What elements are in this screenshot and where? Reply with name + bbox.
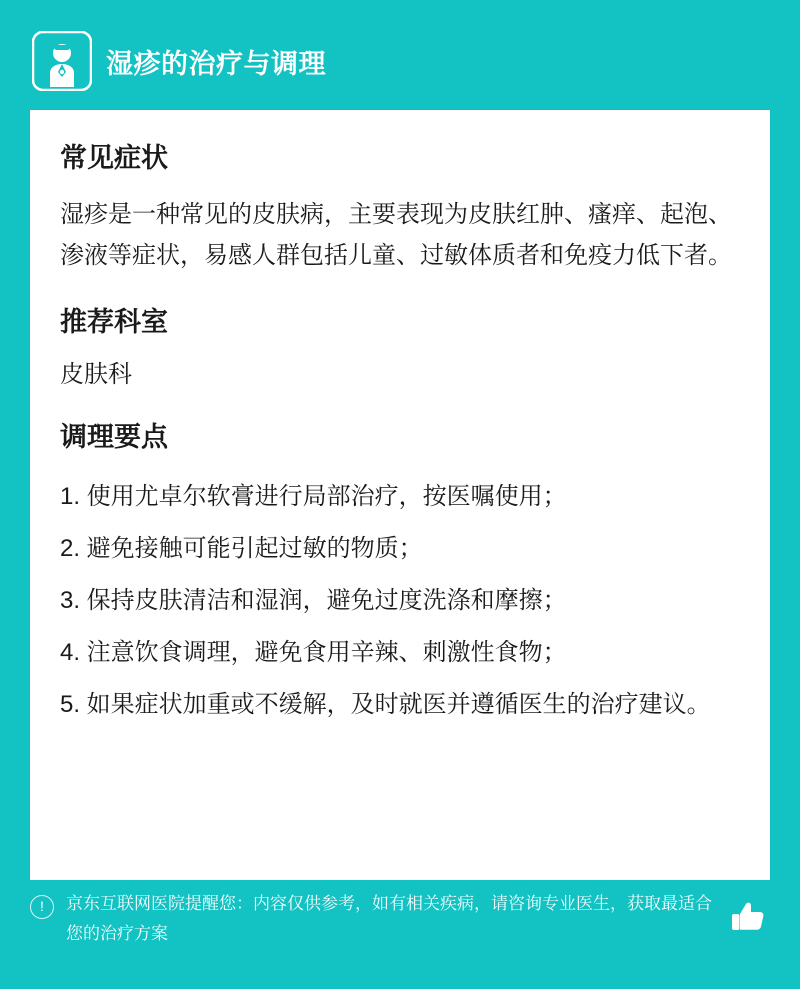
department-text: 皮肤科 — [60, 360, 132, 388]
care-heading: 调理要点 — [60, 421, 168, 452]
symptoms-heading: 常见症状 — [60, 143, 168, 173]
list-item: 5. 如果症状加重或不缓解，及时就医并遵循医生的治疗建议。 — [60, 691, 711, 719]
list-item: 1. 使用尤卓尔软膏进行局部治疗，按医嘱使用； — [60, 483, 567, 511]
list-item: 2. 避免接触可能引起过敏的物质； — [60, 535, 423, 563]
article-body-panel — [30, 110, 770, 880]
card-header — [30, 30, 770, 92]
list-item: 3. 保持皮肤清洁和湿润，避免过度洗涤和摩擦； — [60, 587, 567, 615]
page-title: 湿疹的治疗与调理 — [106, 48, 326, 79]
disclaimer-text: 京东互联网医院提醒您：内容仅供参考，如有相关疾病，请咨询专业医生，获取最适合您的治疗方案 — [66, 894, 712, 943]
thumbs-up-icon[interactable] — [726, 895, 770, 939]
list-item: 4. 注意饮食调理，避免食用辛辣、刺激性食物； — [60, 639, 567, 667]
symptoms-text: 湿疹是一种常见的皮肤病，主要表现为皮肤红肿、瘙痒、起泡、渗液等症状，易感人群包括儿童、过敏体质者和免疫力低下者。 — [60, 201, 732, 270]
care-points-list — [60, 471, 740, 731]
doctor-avatar-icon — [32, 31, 92, 91]
department-heading: 推荐科室 — [60, 307, 168, 338]
footer-disclaimer — [30, 889, 770, 959]
warning-icon: ! — [30, 895, 54, 919]
